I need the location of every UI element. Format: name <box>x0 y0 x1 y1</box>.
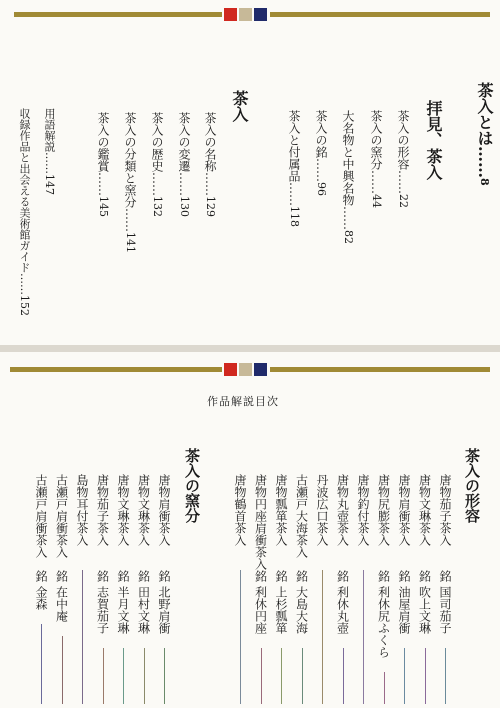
toc-item[interactable]: 大名物と中興名物……82 <box>341 110 355 244</box>
toc-item-glossary[interactable]: 用語解説……147 <box>43 108 56 195</box>
color-line <box>363 570 364 704</box>
work-name[interactable]: 古瀬戸肩衝茶入 <box>34 474 48 558</box>
toc-item[interactable]: 茶入と付属品……118 <box>287 110 301 227</box>
work-name[interactable]: 唐物肩衝茶入 <box>397 474 411 546</box>
bottom-rule-left <box>10 367 222 372</box>
work-name[interactable]: 唐物鶴首茶入 <box>233 474 247 546</box>
work-mei: 銘 志賀茄子 <box>95 570 110 634</box>
navy-swatch <box>254 363 267 376</box>
work-mei: 銘 国司茄子 <box>438 570 452 634</box>
work-mei: 銘 北野肩衝 <box>157 570 171 634</box>
color-line <box>384 672 385 704</box>
color-line <box>281 648 282 704</box>
color-line <box>404 648 405 704</box>
toc-item[interactable]: 茶入の名称……129 <box>203 112 217 217</box>
color-line <box>123 648 124 704</box>
color-line <box>302 648 303 704</box>
chapter1-page: 8 <box>478 178 491 186</box>
work-mei: 銘 利休円座 <box>253 570 268 634</box>
top-rule-left <box>14 12 222 17</box>
works-index-title: 作品解説目次 <box>207 395 279 408</box>
toc-item[interactable]: 茶入の窯分……44 <box>369 110 383 208</box>
work-name[interactable]: 古瀬戸肩衝茶入 <box>54 474 69 558</box>
work-mei: 銘 利休尻ふくら <box>376 570 391 658</box>
color-line <box>41 624 42 704</box>
toc-item[interactable]: 茶入の銘……96 <box>314 110 328 196</box>
color-line <box>144 648 145 704</box>
work-mei: 銘 吹上文琳 <box>417 570 432 634</box>
tan-swatch <box>239 363 252 376</box>
color-line <box>425 648 426 704</box>
chapter2-title: 拝見、茶入 <box>424 100 443 180</box>
red-swatch <box>224 363 237 376</box>
section1-heading: 茶入の形容 <box>463 448 481 523</box>
work-name[interactable]: 丹波広口茶入 <box>315 474 329 546</box>
toc-item-museum-guide[interactable]: 収録作品と出会える美術館ガイド……152 <box>18 108 31 316</box>
color-line <box>240 570 241 704</box>
work-name[interactable]: 島物耳付茶入 <box>75 474 89 546</box>
work-mei: 銘 在中庵 <box>54 570 69 622</box>
work-name[interactable]: 唐物文琳茶入 <box>116 474 130 546</box>
red-swatch <box>224 8 237 21</box>
work-mei: 銘 油屋肩衝 <box>397 570 411 634</box>
color-line <box>164 648 165 704</box>
toc-item[interactable]: 茶入の形容……22 <box>396 110 410 208</box>
toc-item[interactable]: 茶入の変遷……130 <box>177 112 191 217</box>
works-index-page <box>0 352 500 708</box>
navy-swatch <box>254 8 267 21</box>
color-line <box>82 570 83 704</box>
work-name[interactable]: 唐物文琳茶入 <box>417 474 432 546</box>
page-gutter <box>0 345 500 352</box>
color-line <box>445 648 446 704</box>
work-mei: 銘 半月文琳 <box>116 570 130 634</box>
work-mei: 銘 利休丸壺 <box>335 570 350 634</box>
chapter3-title: 茶入 <box>230 90 249 122</box>
work-name[interactable]: 唐物瓢箪茶入 <box>274 474 288 546</box>
work-mei: 銘 金森 <box>34 570 48 610</box>
work-name[interactable]: 唐物茄子茶入 <box>95 474 110 546</box>
contents-page <box>0 0 500 345</box>
color-line <box>343 648 344 704</box>
chapter1-label: 茶入とは <box>475 82 494 146</box>
work-name[interactable]: 唐物円座肩衝茶入 <box>253 474 268 570</box>
work-mei: 銘 上杉瓢箪 <box>274 570 288 634</box>
work-name[interactable]: 古瀬戸大海茶入 <box>294 474 309 558</box>
work-name[interactable]: 唐物文琳茶入 <box>136 474 151 546</box>
chapter1-title[interactable] <box>473 82 496 186</box>
work-name[interactable]: 唐物尻膨茶入 <box>376 474 391 546</box>
work-mei: 銘 田村文琳 <box>136 570 151 634</box>
work-mei: 銘 大島大海 <box>294 570 309 634</box>
work-name[interactable]: 唐物茄子茶入 <box>438 474 452 546</box>
tan-swatch <box>239 8 252 21</box>
toc-item[interactable]: 茶入の歴史……132 <box>150 112 164 217</box>
leader-dots: …… <box>475 146 494 178</box>
toc-item[interactable]: 茶入の分類と窯分……141 <box>123 112 137 253</box>
section2-heading: 茶入の窯分 <box>183 448 201 523</box>
work-name[interactable]: 唐物肩衝茶入 <box>157 474 171 546</box>
work-name[interactable]: 唐物釣付茶入 <box>356 474 370 546</box>
work-name[interactable]: 唐物丸壺茶入 <box>335 474 350 546</box>
color-line <box>103 648 104 704</box>
top-rule-right <box>270 12 490 17</box>
toc-item[interactable]: 茶入の鑑賞……145 <box>96 112 110 217</box>
color-line <box>322 570 323 704</box>
bottom-rule-right <box>270 367 490 372</box>
color-line <box>261 648 262 704</box>
color-line <box>62 636 63 704</box>
